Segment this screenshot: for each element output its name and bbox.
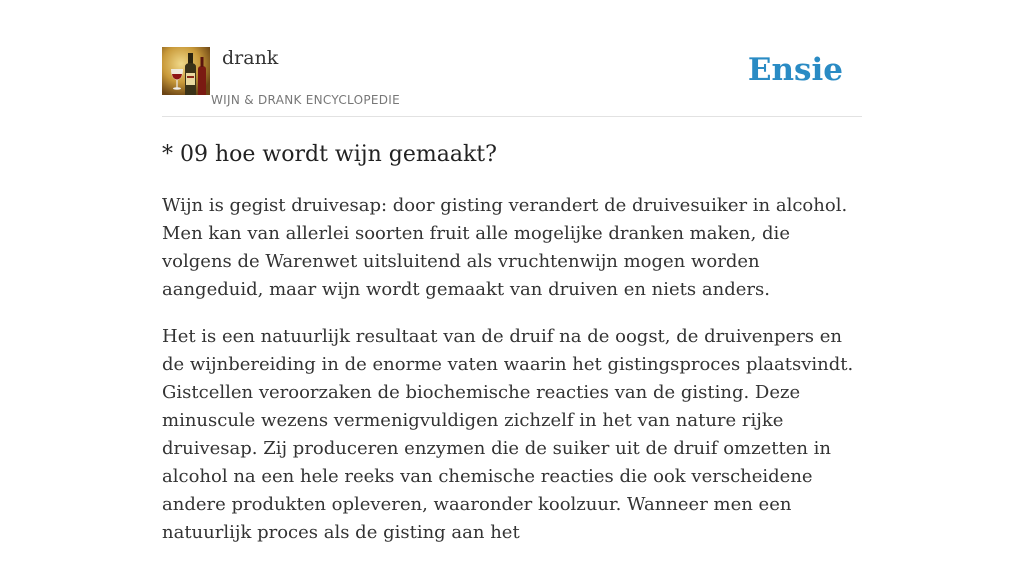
category-subtitle: WIJN & DRANK ENCYCLOPEDIE [211, 93, 401, 107]
wine-bottle-glass-icon[interactable] [162, 47, 210, 95]
brand-logo[interactable]: Ensie [747, 52, 843, 88]
header [162, 46, 862, 117]
article-title: * 09 hoe wordt wijn gemaakt? [162, 142, 497, 167]
article-paragraph: Wijn is gegist druivesap: door gisting verandert de druivesuiker in alcohol. Men kan van allerlei soorten fruit alle mogelijke dranken maken, die volgens de Warenwet uitsluitend als vruchtenwijn mogen worden aangeduid, maar wijn wordt gemaakt van druiven en niets anders. [162, 195, 848, 300]
article-paragraph: Het is een natuurlijk resultaat van de druif na de oogst, de druivenpers en de wijnbereiding in de enorme vaten waarin het gistingsproces plaatsvindt. Gistcellen veroorzaken de biochemische reacties van de gisting. Deze minuscule wezens vermenigvuldigen zichzelf in het van nature rijke druivesap. Zij produceren enzymen die de suiker uit de druif omzetten in alcohol na een hele reeks van chemische reacties die ook verscheidene andere produkten opleveren, waaronder koolzuur. Wanneer men een natuurlijk proces als de gisting aan het [162, 326, 854, 543]
category-title[interactable]: drank [222, 47, 279, 69]
article-body [162, 192, 862, 566]
